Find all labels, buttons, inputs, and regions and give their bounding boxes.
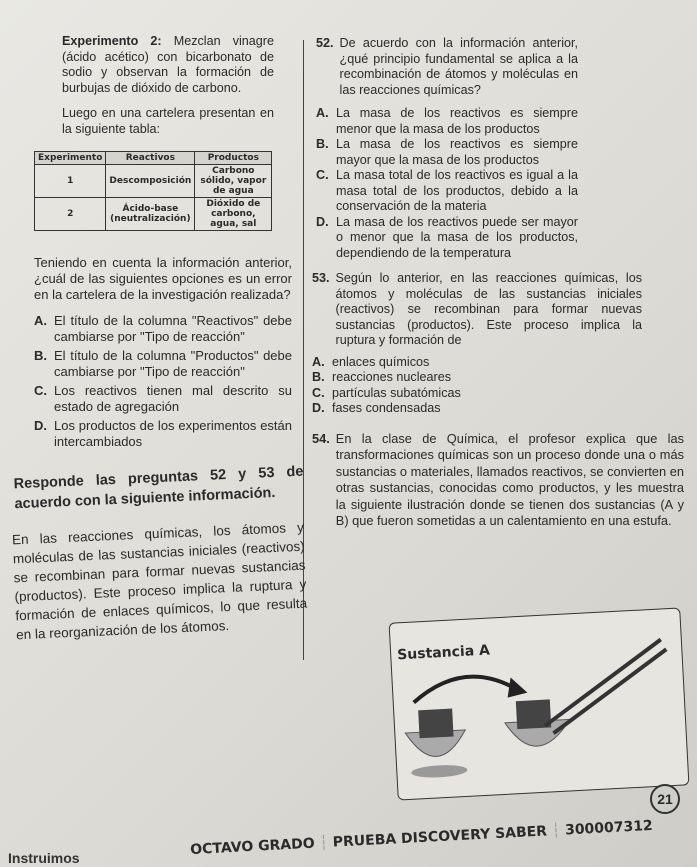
- cell: 2: [35, 198, 106, 231]
- option-a[interactable]: [312, 355, 642, 371]
- brand-logo: Instruimos: [8, 850, 80, 866]
- option-letter: C.: [312, 385, 325, 400]
- left-column: [11, 34, 308, 643]
- option-a[interactable]: [316, 106, 578, 137]
- question-stem: Teniendo en cuenta la información anterior, ¿cuál de las siguientes opciones es un error en la cartelera de la investigación realizada?: [34, 255, 292, 302]
- experiment-2: [62, 34, 274, 96]
- option-d[interactable]: [312, 401, 642, 417]
- option-text: El título de la columna "Productos" debe cambiarse por "Tipo de reacción": [54, 348, 292, 379]
- test-code: 300007312: [564, 817, 654, 839]
- option-letter: C.: [316, 168, 329, 182]
- question-stem: De acuerdo con la información anterior, ¿qué principio fundamental se aplica a la recombinación de átomos y moléculas en las reacciones químicas?: [339, 36, 578, 97]
- instructions: Responde las preguntas 52 y 53 de acuerdo con la siguiente información.: [13, 463, 304, 513]
- question-number: 54.: [312, 430, 330, 446]
- option-text: partículas subatómicas: [332, 385, 461, 400]
- question-stem: Según lo anterior, en las reacciones químicas, los átomos y moléculas de las sustancias iniciales (reactivos) se recombinan para formar nuevas sustancias (productos). Este proceso implica la ruptura y formación de: [335, 271, 642, 347]
- page-number: 21: [650, 784, 680, 814]
- question-number: 53.: [312, 271, 330, 285]
- option-b[interactable]: [316, 137, 578, 168]
- test-name: PRUEBA DISCOVERY SABER: [332, 823, 548, 851]
- table-row: [35, 165, 272, 198]
- experiment-text: Mezclan vinagre (ácido acético) con bicarbonato de sodio y observan la formación de burbujas de dióxido de carbono.: [62, 34, 275, 95]
- cell: Carbono sólido, vapor de agua: [195, 165, 272, 198]
- experiment-title: Experimento 2:: [62, 34, 162, 48]
- crucibles-tongs-icon: [390, 609, 689, 800]
- footer: OCTAVO GRADO ┆ PRUEBA DISCOVERY SABER ┆ 300007312: [189, 817, 654, 859]
- question-stem: En la clase de Química, el profesor explica que las transformaciones químicas son un proceso donde una o más sustancias o materiales, llamados reactivos, se convierten en otras sustancias, conocidas como productos, y les muestra la siguiente ilustración donde se tienen dos sustancias (A y B) que fueron sometidas a un calentamiento en una estufa.: [335, 430, 684, 528]
- option-letter: D.: [312, 401, 325, 415]
- cell: 1: [35, 165, 106, 198]
- option-text: Los productos de los experimentos están intercambiados: [54, 418, 292, 449]
- question-number: 52.: [316, 36, 334, 50]
- option-text: La masa de los reactivos es siempre menor que la masa de los productos: [336, 106, 578, 136]
- question-error: [34, 255, 292, 450]
- option-b[interactable]: [312, 370, 642, 386]
- option-c[interactable]: [34, 383, 292, 415]
- th: Reactivos: [106, 152, 195, 165]
- substance-label: Sustancia A: [396, 642, 491, 664]
- option-text: La masa de los reactivos es siempre mayor que la masa de los productos: [336, 137, 578, 167]
- option-text: enlaces químicos: [332, 354, 430, 369]
- option-b[interactable]: [34, 348, 292, 380]
- th: Experimento: [35, 152, 106, 165]
- option-text: La masa de los reactivos puede ser mayor o menor que la masa de los productos, dependiendo de la temperatura: [336, 214, 578, 260]
- option-text: El título de la columna "Reactivos" debe cambiarse por "Tipo de reacción": [54, 313, 292, 344]
- experiments-table: [34, 151, 272, 231]
- info-text: En las reacciones químicas, los átomos y moléculas de las sustancias iniciales (reactivos) se recombinan para formar nuevas sustancias (productos). Este proceso implica la ruptura y formación de enlaces químicos, lo que resulta en la reorganización de los átomos.: [11, 519, 308, 643]
- intro-table: Luego en una cartelera presentan en la siguiente tabla:: [62, 106, 274, 136]
- option-letter: A.: [316, 106, 329, 120]
- cell: Ácido-base (neutralización): [106, 198, 195, 231]
- th: Productos: [195, 152, 272, 165]
- option-a[interactable]: [34, 313, 292, 345]
- option-letter: C.: [34, 383, 47, 398]
- option-letter: D.: [316, 214, 329, 229]
- table-row: [35, 198, 272, 231]
- right-column: [312, 36, 684, 530]
- option-text: fases condensadas: [332, 401, 441, 415]
- option-c[interactable]: [316, 168, 578, 215]
- option-d[interactable]: [316, 215, 578, 262]
- cell: Dióxido de carbono, agua, sal: [195, 198, 272, 231]
- option-letter: B.: [316, 137, 329, 151]
- option-text: La masa total de los reactivos es igual a la masa total de los productos, debido a la conservación de la materia: [336, 168, 578, 213]
- option-text: reacciones nucleares: [332, 370, 452, 384]
- cell: Descomposición: [106, 165, 195, 198]
- option-text: Los reactivos tienen mal descrito su estado de agregación: [54, 383, 292, 414]
- illustration: [389, 607, 690, 800]
- option-d[interactable]: [34, 418, 292, 450]
- option-c[interactable]: [312, 386, 642, 402]
- option-letter: A.: [34, 313, 47, 328]
- grade-label: OCTAVO GRADO: [189, 835, 316, 859]
- option-letter: D.: [34, 418, 47, 433]
- option-letter: A.: [312, 354, 325, 369]
- question-54: [312, 431, 684, 530]
- option-letter: B.: [312, 370, 325, 384]
- question-53: [312, 271, 642, 417]
- option-letter: B.: [34, 348, 47, 363]
- question-52: [316, 36, 578, 261]
